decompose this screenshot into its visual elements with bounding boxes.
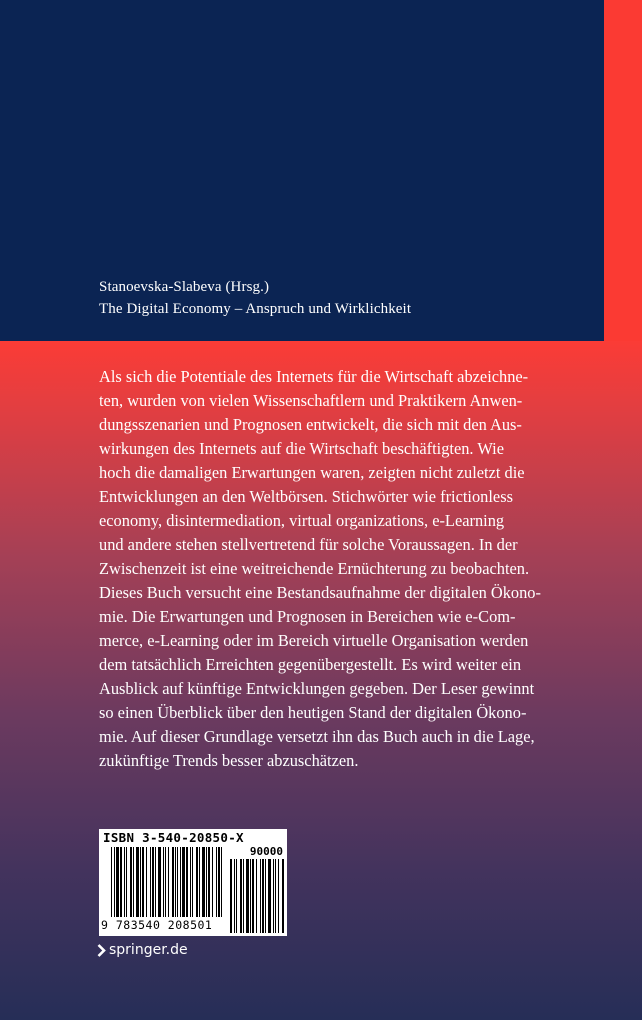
barcode-bar bbox=[158, 847, 161, 917]
addon-bar bbox=[230, 859, 232, 933]
barcode-bar bbox=[186, 847, 188, 917]
blurb-line: mie. Auf dieser Grundlage versetzt ihn das Buch auch in die Lage, bbox=[99, 727, 535, 746]
barcode-bar bbox=[199, 847, 200, 917]
blurb-line: wirkungen des Internets auf die Wirtschaft beschäftigten. Wie bbox=[99, 439, 504, 458]
blurb-line: mie. Die Erwartungen und Prognosen in Bereichen wie e-Com- bbox=[99, 607, 516, 626]
addon-bar bbox=[265, 859, 266, 933]
barcode-bar bbox=[218, 847, 220, 917]
publisher-website: springer.de bbox=[109, 942, 188, 958]
publisher-link[interactable] bbox=[97, 942, 188, 958]
addon-bar bbox=[256, 859, 257, 933]
barcode-bar bbox=[146, 847, 147, 917]
blurb-line: und andere stehen stellvertretend für solche Voraussagen. In der bbox=[99, 535, 518, 554]
barcode-bar bbox=[163, 847, 164, 917]
barcode-bar bbox=[172, 847, 174, 917]
barcode-bar bbox=[140, 847, 141, 917]
barcode-bar bbox=[111, 847, 112, 917]
isbn-label: ISBN 3-540-20850-X bbox=[103, 830, 244, 845]
addon-bar bbox=[268, 859, 271, 933]
top-navy-panel bbox=[0, 0, 604, 341]
blurb-line: Als sich die Potentiale des Internets für die Wirtschaft abzeichne- bbox=[99, 367, 529, 386]
price-code: 90000 bbox=[249, 845, 283, 858]
blurb-line: so einen Überblick über den heutigen Stand der digitalen Ökono- bbox=[99, 703, 527, 722]
barcode-bar bbox=[212, 847, 213, 917]
barcode-bar bbox=[114, 847, 115, 917]
blurb-line: Dieses Buch versucht eine Bestandsaufnahme der digitalen Ökono- bbox=[99, 583, 541, 602]
blurb-line: Zwischenzeit ist eine weitreichende Ernüchterung zu beobachten. bbox=[99, 559, 530, 578]
addon-bar bbox=[252, 859, 254, 933]
red-accent-strip bbox=[604, 0, 642, 341]
addon-bar bbox=[282, 859, 284, 933]
barcode-bar bbox=[168, 847, 169, 917]
book-author: Stanoevska-Slabeva (Hrsg.) bbox=[99, 279, 270, 295]
blurb-line: economy, disintermediation, virtual organizations, e-Learning bbox=[99, 511, 505, 530]
barcode-bar bbox=[130, 847, 132, 917]
barcode-bar bbox=[165, 847, 166, 917]
barcode-bar bbox=[142, 847, 144, 917]
barcode-bar bbox=[182, 847, 185, 917]
barcode-bar bbox=[190, 847, 191, 917]
barcode-bar bbox=[175, 847, 176, 917]
barcode-bar bbox=[136, 847, 139, 917]
barcode-bar bbox=[192, 847, 193, 917]
barcode-bar bbox=[120, 847, 122, 917]
barcode-bar bbox=[152, 847, 154, 917]
isbn-barcode bbox=[99, 829, 287, 936]
addon-bar bbox=[273, 859, 274, 933]
addon-bar bbox=[236, 859, 237, 933]
barcode-bar bbox=[208, 847, 210, 917]
barcode-bar bbox=[124, 847, 125, 917]
barcode-bar bbox=[196, 847, 198, 917]
barcode-bar bbox=[116, 847, 119, 917]
blurb-line: ten, wurden von vielen Wissenschaftlern und Praktikern Anwen- bbox=[99, 391, 523, 410]
addon-bar bbox=[240, 859, 242, 933]
addon-bar bbox=[246, 859, 249, 933]
blurb-line: Ausblick auf künftige Entwicklungen gegeben. Der Leser gewinnt bbox=[99, 679, 535, 698]
barcode-bar bbox=[150, 847, 151, 917]
book-blurb bbox=[99, 365, 577, 773]
blurb-line: zukünftige Trends besser abzuschätzen. bbox=[99, 751, 359, 770]
chevron-right-icon bbox=[97, 944, 106, 957]
ean-digits: 9 783540 208501 bbox=[101, 918, 213, 932]
barcode-bar bbox=[216, 847, 217, 917]
addon-bar bbox=[275, 859, 276, 933]
barcode-bar bbox=[177, 847, 178, 917]
blurb-line: Entwicklungen an den Weltbörsen. Stichwörter wie frictionless bbox=[99, 487, 513, 506]
addon-bar bbox=[262, 859, 264, 933]
blurb-line: dem tatsächlich Erreichten gegenübergestellt. Es wird weiter ein bbox=[99, 655, 522, 674]
addon-bar bbox=[260, 859, 261, 933]
addon-bar bbox=[243, 859, 244, 933]
blurb-line: merce, e-Learning oder im Bereich virtuelle Organisation werden bbox=[99, 631, 529, 650]
book-title: The Digital Economy – Anspruch und Wirklichkeit bbox=[99, 301, 412, 317]
barcode-bar bbox=[133, 847, 134, 917]
barcode-bar bbox=[155, 847, 156, 917]
barcode-bar bbox=[202, 847, 205, 917]
blurb-line: dungsszenarien und Prognosen entwickelt, die sich mit den Aus- bbox=[99, 415, 522, 434]
blurb-line: hoch die damaligen Erwartungen waren, zeigten nicht zuletzt die bbox=[99, 463, 525, 482]
addon-bar bbox=[278, 859, 279, 933]
barcode-bar bbox=[221, 847, 222, 917]
barcode-bar bbox=[206, 847, 207, 917]
addon-bar bbox=[250, 859, 251, 933]
barcode-bar bbox=[180, 847, 181, 917]
addon-bar bbox=[234, 859, 235, 933]
barcode-bar bbox=[126, 847, 127, 917]
